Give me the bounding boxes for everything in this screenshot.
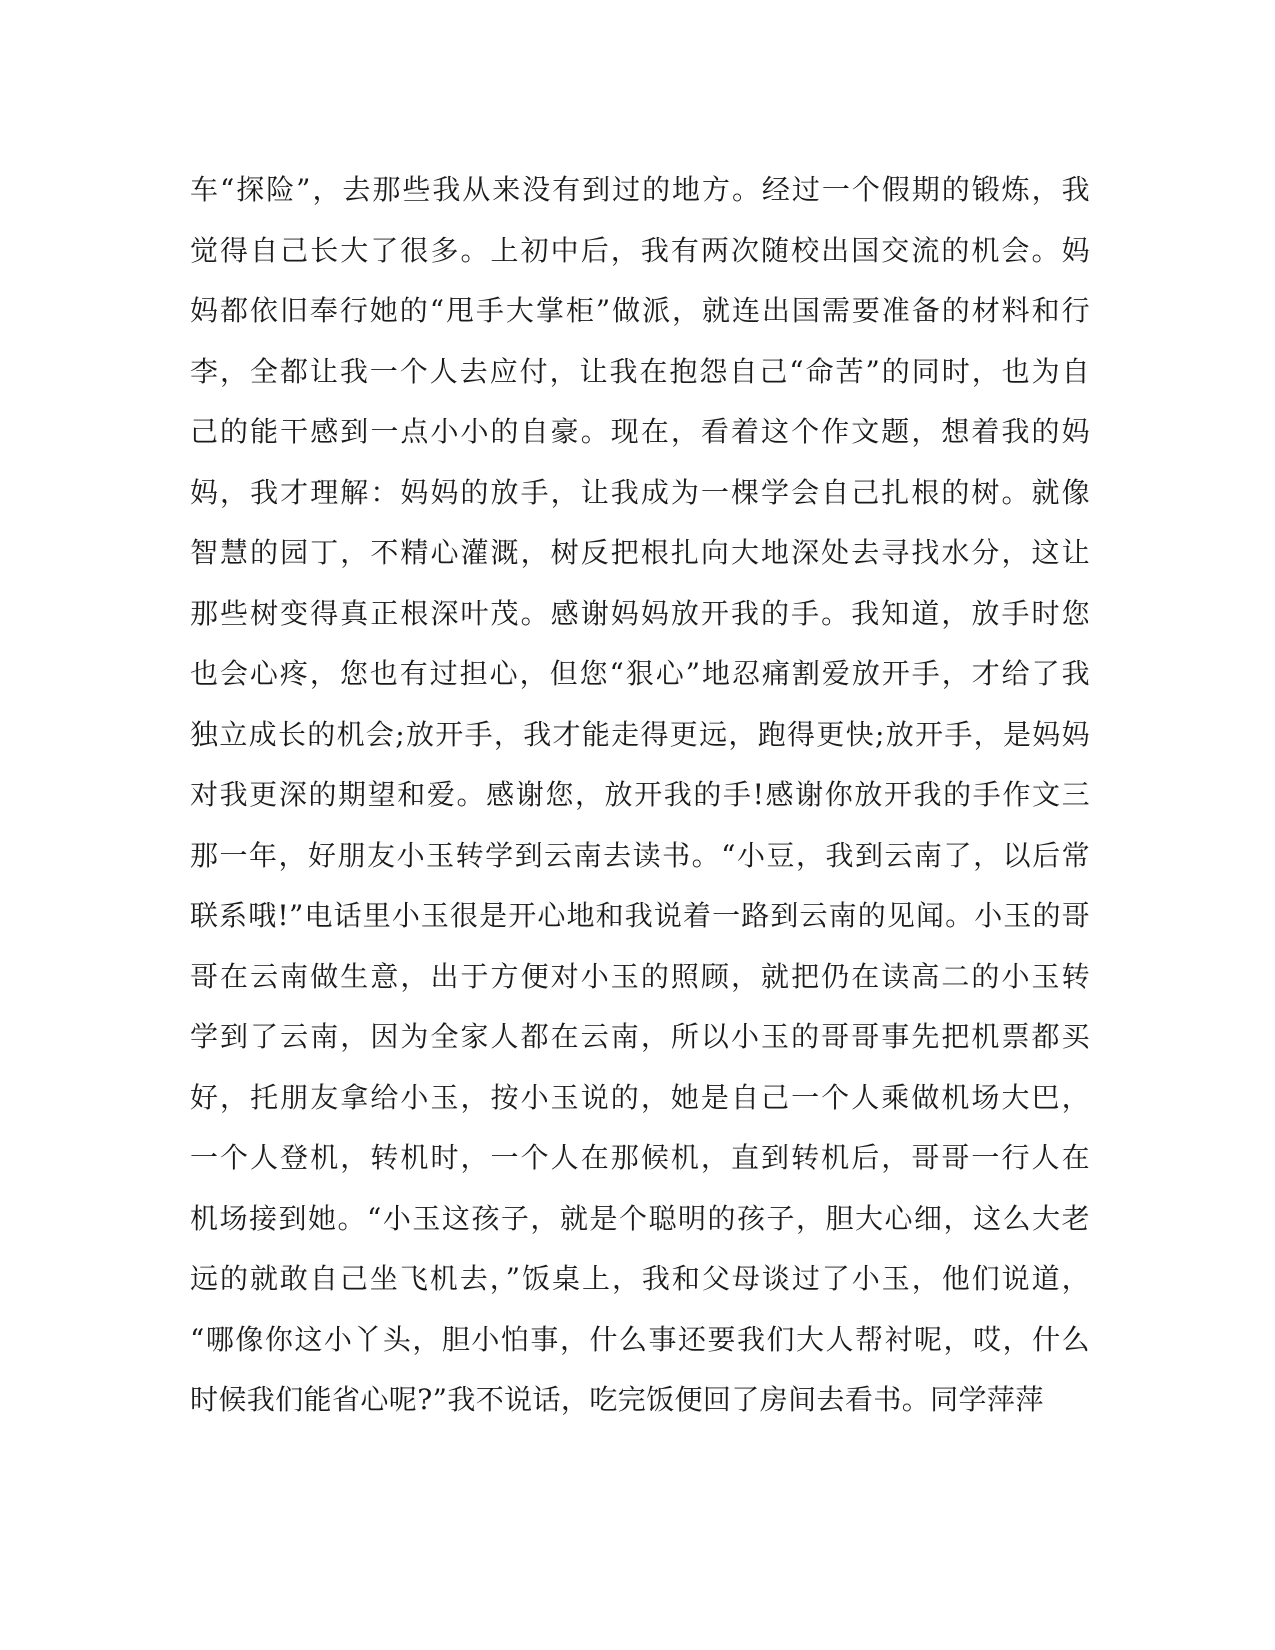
text-line: 哥在云南做生意，出于方便对小玉的照顾，就把仍在读高二的小玉转 [190, 959, 1090, 993]
text-line: 一个人登机，转机时，一个人在那候机，直到转机后，哥哥一行人在 [190, 1141, 1090, 1174]
text-line: 那一年，好朋友小玉转学到云南去读书。“小豆，我到云南了，以后常 [190, 838, 1090, 872]
text-line: 也会心疼，您也有过担心，但您“狠心”地忍痛割爱放开手，才给了我 [190, 657, 1090, 690]
text-line: 智慧的园丁，不精心灌溉，树反把根扎向大地深处去寻找水分，这让 [190, 536, 1090, 569]
text-line: 学到了云南，因为全家人都在云南，所以小玉的哥哥事先把机票都买 [190, 1020, 1090, 1053]
text-line: 机场接到她。“小玉这孩子，就是个聪明的孩子，胆大心细，这么大老 [190, 1201, 1090, 1235]
text-line: 车“探险”，去那些我从来没有到过的地方。经过一个假期的锻炼，我 [190, 173, 1090, 206]
text-line: 觉得自己长大了很多。上初中后，我有两次随校出国交流的机会。妈 [190, 233, 1090, 267]
text-line: 远的就敢自己坐飞机去，”饭桌上，我和父母谈过了小玉，他们说道， [190, 1262, 1090, 1295]
text-line: 时候我们能省心呢?”我不说话，吃完饭便回了房间去看书。同学萍萍 [190, 1383, 1044, 1416]
text-line: 妈都依旧奉行她的“甩手大掌柜”做派，就连出国需要准备的材料和行 [190, 294, 1090, 327]
text-line: 联系哦!”电话里小玉很是开心地和我说着一路到云南的见闻。小玉的哥 [190, 899, 1090, 932]
body-text [190, 160, 1090, 1431]
text-line: 那些树变得真正根深叶茂。感谢妈妈放开我的手。我知道，放手时您 [190, 596, 1090, 630]
text-line: 己的能干感到一点小小的自豪。现在，看着这个作文题，想着我的妈 [190, 415, 1090, 448]
text-line: 妈，我才理解：妈妈的放手，让我成为一棵学会自己扎根的树。就像 [190, 475, 1090, 509]
text-line: 好，托朋友拿给小玉，按小玉说的，她是自己一个人乘做机场大巴， [190, 1080, 1090, 1114]
text-line: 李，全都让我一个人去应付，让我在抱怨自己“命苦”的同时，也为自 [190, 354, 1090, 388]
text-line: 对我更深的期望和爱。感谢您，放开我的手!感谢你放开我的手作文三 [190, 778, 1090, 811]
text-line: 独立成长的机会;放开手，我才能走得更远，跑得更快;放开手，是妈妈 [190, 717, 1090, 751]
text-line: “哪像你这小丫头，胆小怕事，什么事还要我们大人帮衬呢，哎，什么 [190, 1322, 1090, 1356]
